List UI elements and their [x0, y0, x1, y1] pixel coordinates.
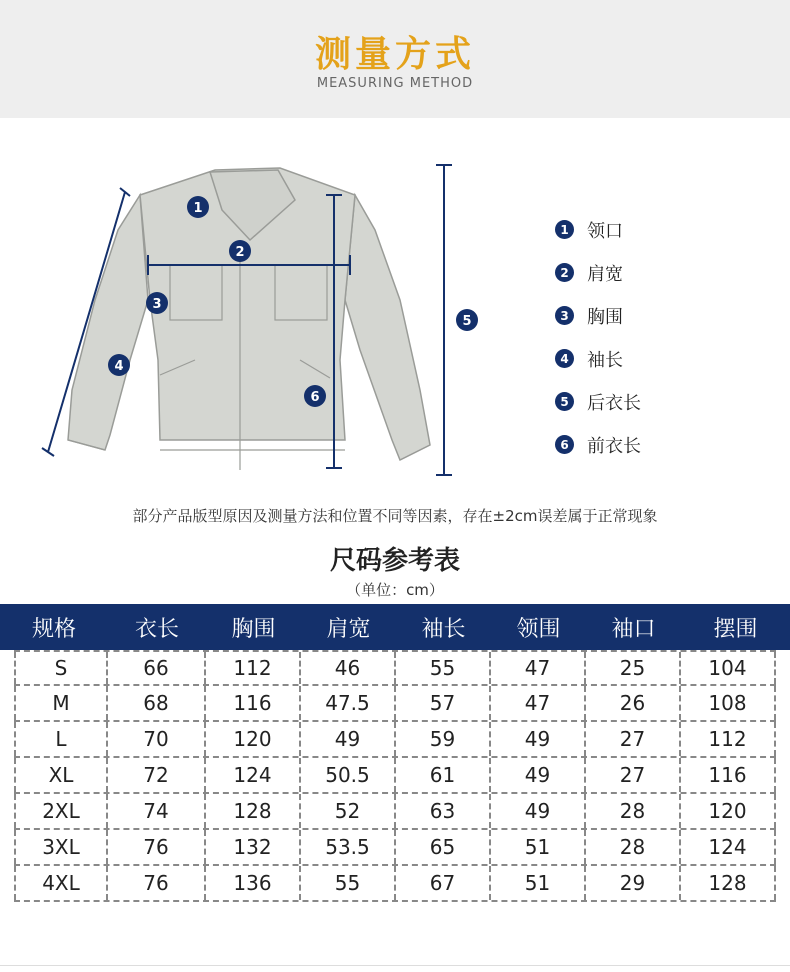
table-cell: 25 [586, 652, 681, 684]
header-cell-shoulder: 肩宽 [326, 616, 371, 642]
table-cell: 136 [206, 866, 301, 900]
size-table-header [0, 604, 790, 650]
legend-item [555, 208, 755, 251]
table-cell: 55 [301, 866, 396, 900]
legend-label: 后衣长 [587, 392, 641, 414]
size-table-body [14, 650, 776, 902]
table-row [14, 650, 776, 686]
table-cell: 28 [586, 830, 681, 864]
legend-number: 6 [555, 435, 574, 454]
table-cell: 66 [108, 652, 206, 684]
header-cell-length: 衣长 [134, 616, 179, 642]
table-row [14, 866, 776, 902]
legend-label: 领口 [587, 220, 623, 242]
table-cell: 52 [301, 794, 396, 828]
table-cell: 108 [681, 686, 776, 720]
svg-text:4: 4 [114, 359, 124, 374]
table-cell: 49 [491, 722, 586, 756]
table-cell: 46 [301, 652, 396, 684]
marker-2 [229, 240, 251, 262]
legend-label: 前衣长 [587, 435, 641, 457]
left-sleeve [68, 195, 148, 450]
table-cell: 29 [586, 866, 681, 900]
legend-item [555, 251, 755, 294]
table-cell: 47 [491, 686, 586, 720]
table-cell: 51 [491, 866, 586, 900]
table-cell: 116 [681, 758, 776, 792]
header-cell-hem: 摆围 [713, 616, 758, 642]
marker-4 [108, 354, 130, 376]
size-table-unit: （单位：cm） [346, 581, 444, 599]
legend-item [555, 337, 755, 380]
table-cell: 112 [681, 722, 776, 756]
table-cell: 50.5 [301, 758, 396, 792]
table-cell: 2XL [14, 794, 108, 828]
legend-number: 2 [555, 263, 574, 282]
legend-number: 4 [555, 349, 574, 368]
table-cell: XL [14, 758, 108, 792]
marker-6 [304, 385, 326, 407]
table-cell: 63 [396, 794, 491, 828]
table-cell: 51 [491, 830, 586, 864]
svg-text:6: 6 [310, 390, 320, 405]
table-cell: 59 [396, 722, 491, 756]
table-cell: 55 [396, 652, 491, 684]
header-cell-neck: 领围 [516, 616, 561, 642]
table-cell: 120 [681, 794, 776, 828]
legend-label: 肩宽 [587, 263, 623, 285]
table-cell: 112 [206, 652, 301, 684]
table-cell: 27 [586, 722, 681, 756]
table-row [14, 794, 776, 830]
table-row [14, 722, 776, 758]
table-cell: 76 [108, 866, 206, 900]
table-row [14, 686, 776, 722]
table-cell: M [14, 686, 108, 720]
table-cell: 47 [491, 652, 586, 684]
header-cell-chest: 胸围 [231, 616, 276, 642]
table-cell: 132 [206, 830, 301, 864]
table-cell: 47.5 [301, 686, 396, 720]
measurement-legend [555, 208, 755, 466]
legend-label: 胸围 [587, 306, 623, 328]
marker-3 [146, 292, 168, 314]
page-title: 测量方式 [314, 34, 475, 75]
marker-5 [456, 309, 478, 331]
table-cell: 27 [586, 758, 681, 792]
table-cell: 124 [206, 758, 301, 792]
header-banner [0, 0, 790, 118]
table-cell: 49 [491, 794, 586, 828]
table-cell: 74 [108, 794, 206, 828]
table-cell: 120 [206, 722, 301, 756]
table-cell: 128 [681, 866, 776, 900]
table-row [14, 758, 776, 794]
table-cell: 72 [108, 758, 206, 792]
header-cell-cuff: 袖口 [611, 616, 656, 642]
page-subtitle: MEASURING METHOD [316, 76, 474, 91]
table-cell: 28 [586, 794, 681, 828]
table-cell: 26 [586, 686, 681, 720]
legend-item [555, 423, 755, 466]
table-cell: 68 [108, 686, 206, 720]
table-cell: 57 [396, 686, 491, 720]
right-sleeve [345, 195, 430, 460]
size-table-title: 尺码参考表 [329, 546, 460, 576]
svg-text:5: 5 [462, 314, 472, 329]
footer-divider [0, 965, 790, 966]
legend-number: 1 [555, 220, 574, 239]
table-cell: 4XL [14, 866, 108, 900]
svg-text:1: 1 [193, 201, 203, 216]
marker-1 [187, 196, 209, 218]
svg-text:2: 2 [235, 245, 245, 260]
svg-text:3: 3 [152, 297, 162, 312]
legend-number: 3 [555, 306, 574, 325]
legend-label: 袖长 [587, 349, 623, 371]
legend-number: 5 [555, 392, 574, 411]
table-cell: 53.5 [301, 830, 396, 864]
table-cell: 49 [491, 758, 586, 792]
table-cell: 70 [108, 722, 206, 756]
table-row [14, 830, 776, 866]
header-cell-size: 规格 [31, 616, 76, 642]
table-cell: 76 [108, 830, 206, 864]
legend-item [555, 380, 755, 423]
header-cell-sleeve: 袖长 [421, 616, 466, 642]
table-cell: 3XL [14, 830, 108, 864]
table-cell: 124 [681, 830, 776, 864]
table-cell: S [14, 652, 108, 684]
table-cell: 65 [396, 830, 491, 864]
table-cell: 116 [206, 686, 301, 720]
table-cell: 128 [206, 794, 301, 828]
table-cell: L [14, 722, 108, 756]
table-cell: 104 [681, 652, 776, 684]
table-cell: 49 [301, 722, 396, 756]
table-cell: 61 [396, 758, 491, 792]
legend-item [555, 294, 755, 337]
table-cell: 67 [396, 866, 491, 900]
tolerance-note: 部分产品版型原因及测量方法和位置不同等因素，存在±2cm误差属于正常现象 [132, 507, 658, 525]
